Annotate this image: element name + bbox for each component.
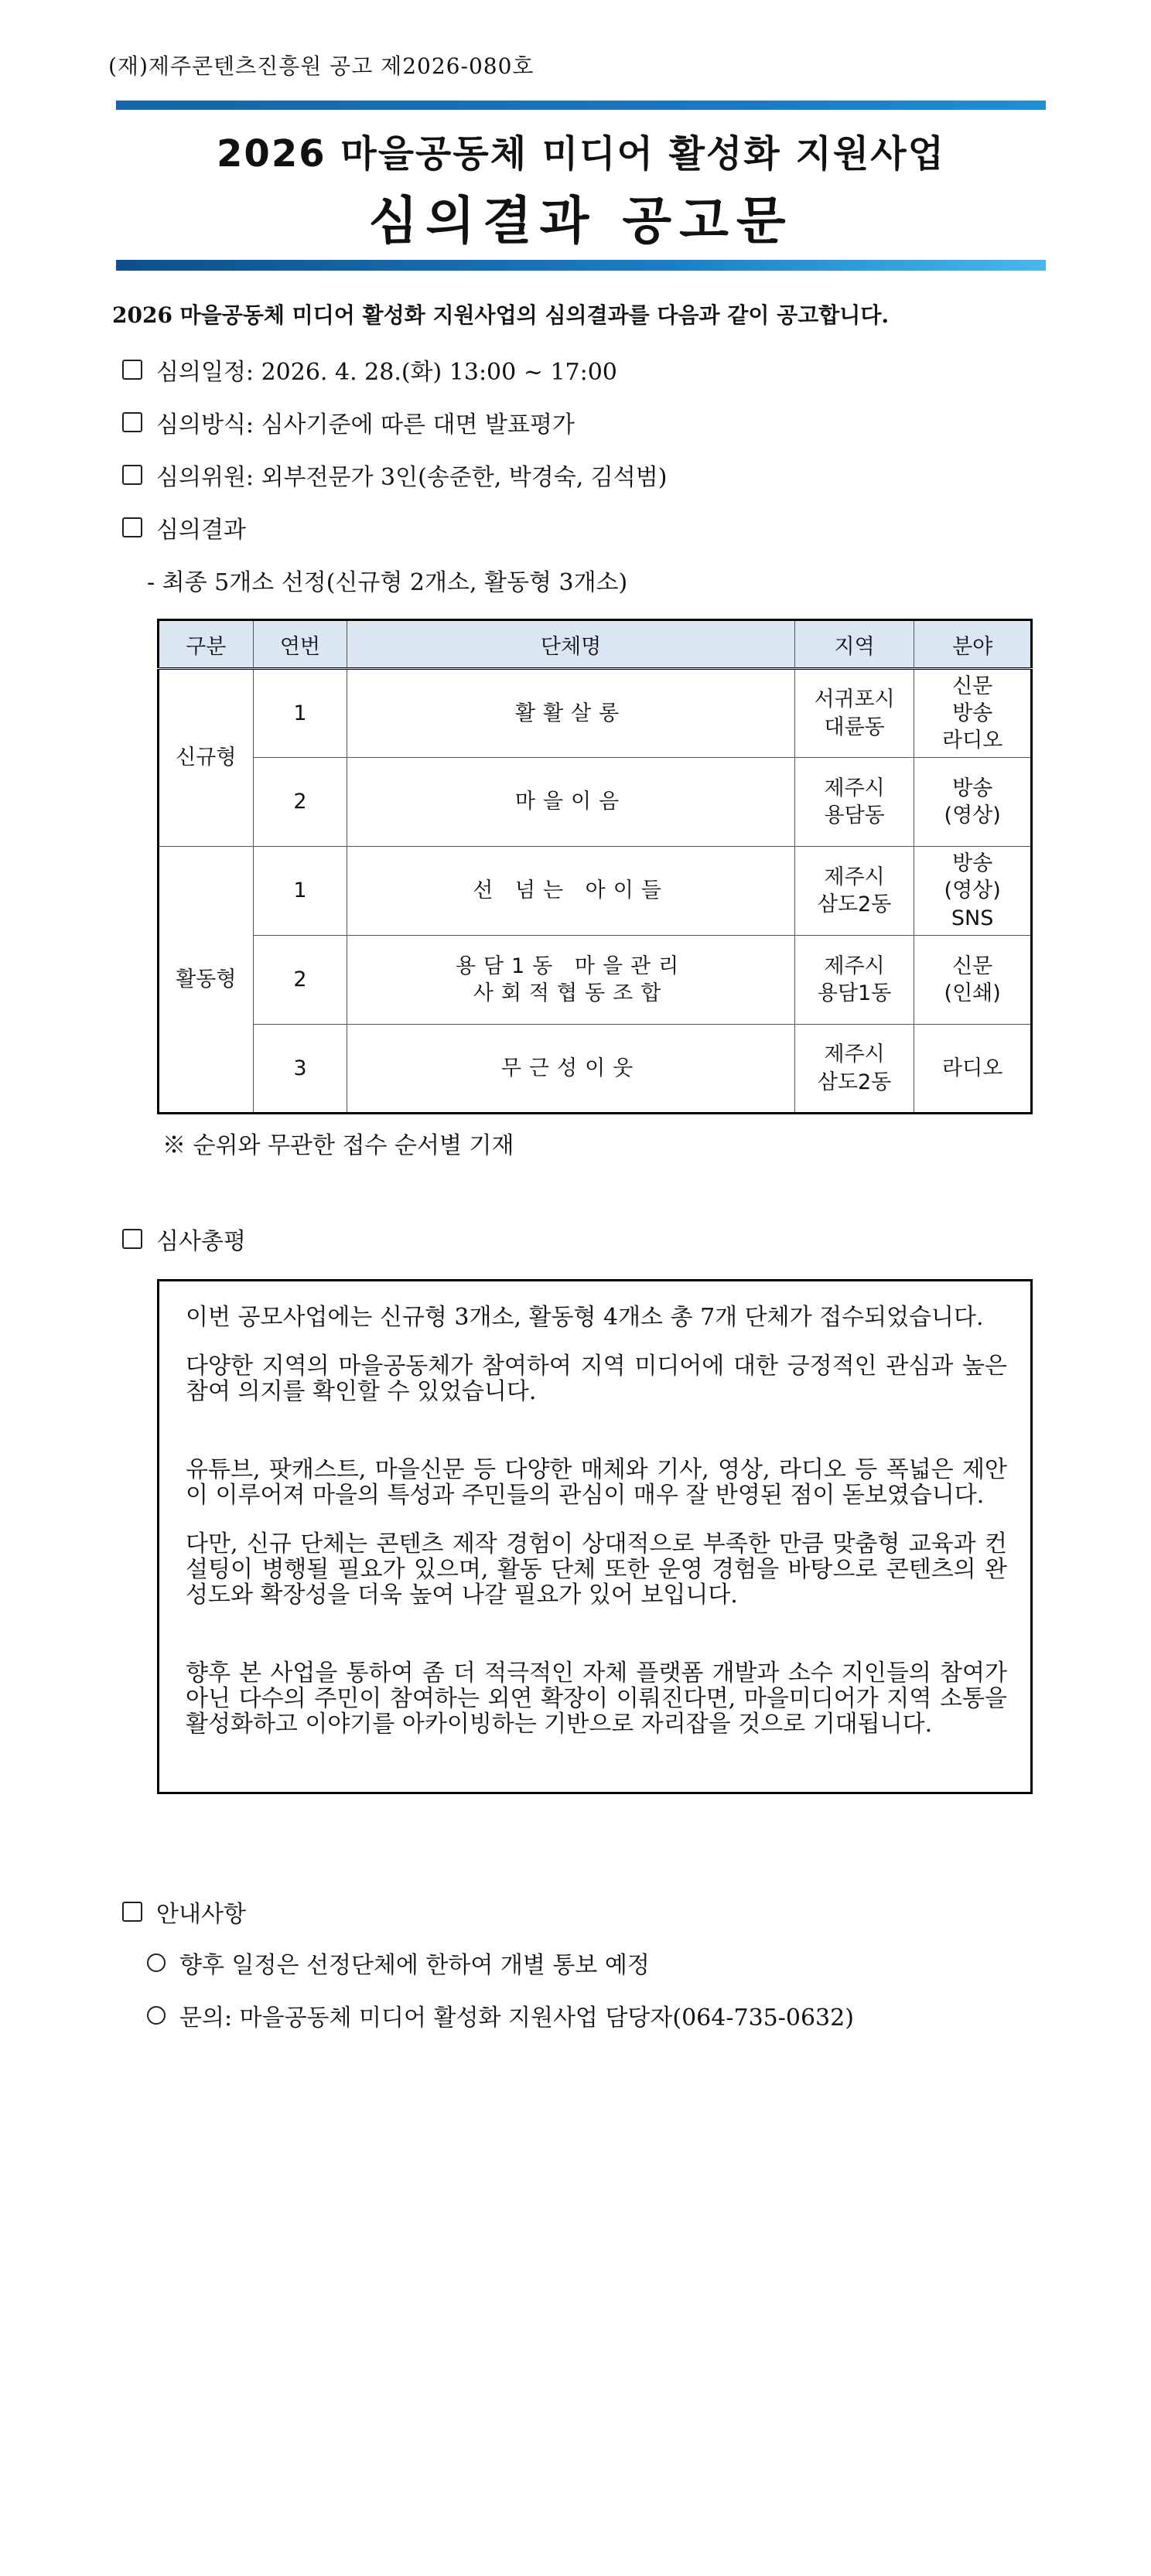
review-paragraph: 다만, 신규 단체는 콘텐츠 제작 경험이 상대적으로 부족한 만큼 맞춤형 교육과 컨설팅이 병행될 필요가 있으며, 활동 단체 또한 운영 경험을 바탕으로 콘텐츠의 완성도와 확장성을 더욱 높여 나갈 필요가 있어 보입니다. — [186, 1530, 1007, 1609]
intro-text: 2026 마을공동체 미디어 활성화 지원사업의 심의결과를 다음과 같이 공고합니다. — [112, 302, 890, 328]
item-method-text: 심의방식: 심사기준에 따른 대면 발표평가 — [156, 411, 575, 438]
field-cell: 신문 (인쇄) — [914, 936, 1032, 1025]
checkbox-icon — [122, 517, 142, 537]
table-row — [159, 758, 1032, 847]
circle-bullet-icon — [147, 1953, 166, 1972]
review-heading — [122, 1222, 246, 1256]
item-members-text: 심의위원: 외부전문가 3인(송준한, 박경숙, 김석범) — [156, 464, 668, 491]
checkbox-icon — [122, 360, 142, 380]
number-cell: 3 — [253, 1025, 347, 1114]
review-paragraph: 다양한 지역의 마을공동체가 참여하여 지역 미디어에 대한 긍정적인 관심과 높은 참여 의지를 확인할 수 있었습니다. — [186, 1353, 1007, 1405]
field-cell: 신문 방송 라디오 — [914, 669, 1032, 758]
item-method — [122, 405, 575, 439]
table-row — [159, 847, 1032, 936]
result-summary: - 최종 5개소 선정(신규형 2개소, 활동형 3개소) — [147, 569, 628, 596]
table-note: ※ 순위와 무관한 접수 순서별 기재 — [162, 1132, 514, 1159]
checkbox-icon — [122, 412, 142, 432]
review-box — [157, 1279, 1033, 1794]
item-schedule — [122, 353, 617, 387]
organization-cell: 무근성이웃 — [347, 1025, 795, 1114]
header-organization: 단체명 — [347, 620, 795, 669]
review-heading-text: 심사총평 — [156, 1228, 246, 1255]
region-cell: 제주시 삼도2동 — [794, 847, 914, 936]
checkbox-icon — [122, 1902, 142, 1922]
category-cell: 활동형 — [159, 847, 254, 1114]
title-top-bar — [116, 101, 1046, 110]
title-bottom-bar — [116, 260, 1046, 271]
guide-heading-text: 안내사항 — [156, 1901, 246, 1928]
organization-cell: 마을이음 — [347, 758, 795, 847]
header-category: 구분 — [159, 620, 254, 669]
table-row — [159, 669, 1032, 758]
table-row — [159, 936, 1032, 1025]
results-table — [157, 619, 1033, 1114]
region-cell: 제주시 삼도2동 — [794, 1025, 914, 1114]
number-cell: 2 — [253, 758, 347, 847]
region-cell: 서귀포시 대륜동 — [794, 669, 914, 758]
header-number: 연번 — [253, 620, 347, 669]
number-cell: 2 — [253, 936, 347, 1025]
notice-number: (재)제주콘텐츠진흥원 공고 제2026-080호 — [108, 53, 535, 79]
item-result — [122, 510, 246, 544]
item-result-text: 심의결과 — [156, 517, 246, 544]
guide-item-text: 문의: 마을공동체 미디어 활성화 지원사업 담당자(064-735-0632) — [179, 2005, 854, 2032]
guide-item — [147, 1946, 650, 1980]
review-paragraph: 향후 본 사업을 통하여 좀 더 적극적인 자체 플랫폼 개발과 소수 지인들의 참여가 아닌 다수의 주민이 참여하는 외연 확장이 이뤄진다면, 마을미디어가 지역 소통을 활성화하고 이야기를 아카이빙하는 기반으로 자리잡을 것으로 기대됩니다. — [186, 1660, 1007, 1738]
header-region: 지역 — [794, 620, 914, 669]
guide-heading — [122, 1895, 246, 1929]
field-cell: 방송 (영상) — [914, 758, 1032, 847]
region-cell: 제주시 용담동 — [794, 758, 914, 847]
organization-cell: 선 넘는 아이들 — [347, 847, 795, 936]
number-cell: 1 — [253, 847, 347, 936]
guide-item-text: 향후 일정은 선정단체에 한하여 개별 통보 예정 — [179, 1952, 650, 1979]
header-field: 분야 — [914, 620, 1032, 669]
table-row — [159, 1025, 1032, 1114]
field-cell: 라디오 — [914, 1025, 1032, 1114]
item-members — [122, 458, 667, 492]
category-cell: 신규형 — [159, 669, 254, 847]
field-cell: 방송 (영상) SNS — [914, 847, 1032, 936]
guide-item — [147, 1998, 854, 2032]
item-schedule-text: 심의일정: 2026. 4. 28.(화) 13:00 ~ 17:00 — [156, 359, 617, 386]
review-paragraph: 이번 공모사업에는 신규형 3개소, 활동형 4개소 총 7개 단체가 접수되었습니다. — [186, 1304, 984, 1331]
checkbox-icon — [122, 1229, 142, 1249]
review-paragraph: 유튜브, 팟캐스트, 마을신문 등 다양한 매체와 기사, 영상, 라디오 등 폭넓은 제안이 이루어져 마을의 특성과 주민들의 관심이 매우 잘 반영된 점이 돋보였습니다. — [186, 1456, 1007, 1509]
circle-bullet-icon — [147, 2006, 166, 2025]
page-title: 2026 마을공동체 미디어 활성화 지원사업 — [217, 132, 945, 176]
organization-cell: 활활살롱 — [347, 669, 795, 758]
organization-cell: 용담1동 마을관리 사회적협동조합 — [347, 936, 795, 1025]
page-subtitle: 심의결과 공고문 — [368, 191, 794, 251]
checkbox-icon — [122, 465, 142, 485]
region-cell: 제주시 용담1동 — [794, 936, 914, 1025]
number-cell: 1 — [253, 669, 347, 758]
table-header-row — [159, 620, 1032, 669]
